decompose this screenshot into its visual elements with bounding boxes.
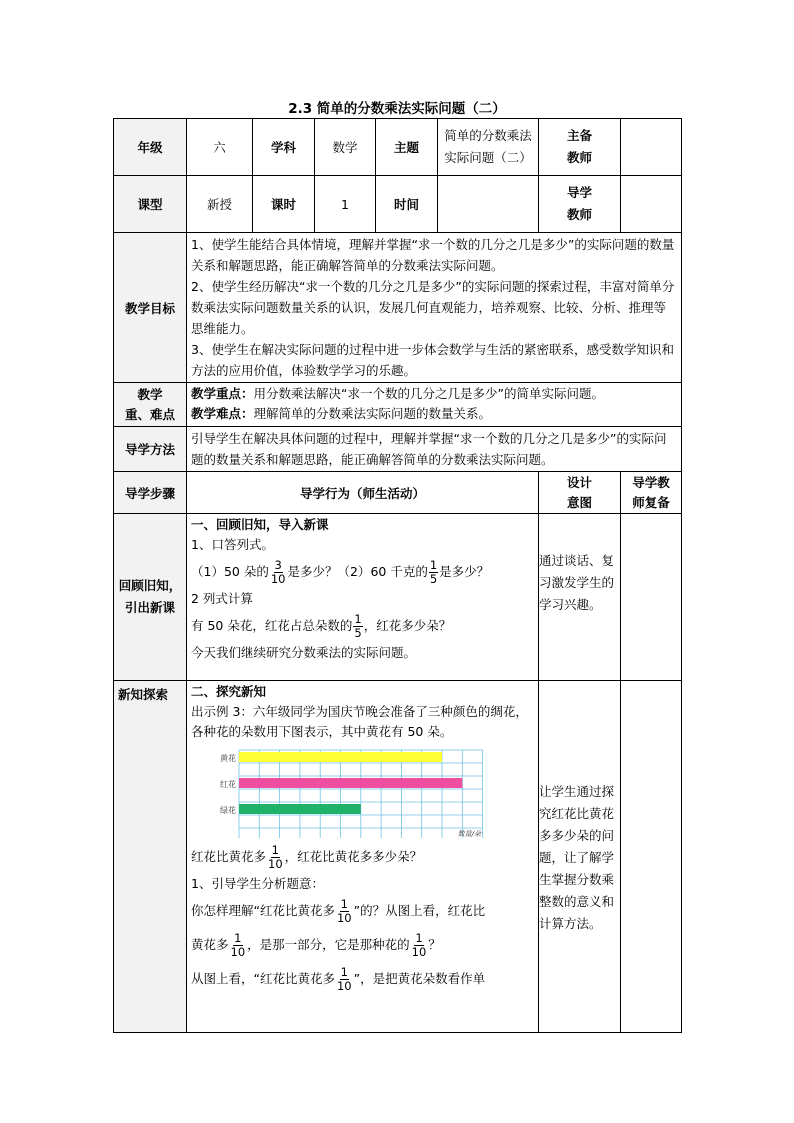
p2-post: ？ xyxy=(428,937,441,952)
q1-mid: 是多少？（2）60 千克的 xyxy=(287,564,428,579)
lesson-plan-table xyxy=(113,118,682,1033)
goal-item-3: 3、使学生在解决实际问题的过程中进一步体会数学与生活的紧密联系，感受数学知识和方法的应用价值，体验数学学习的乐趣。 xyxy=(191,342,674,378)
section1-review xyxy=(621,514,682,681)
method-row xyxy=(114,427,682,472)
fraction-1-10 xyxy=(336,898,353,925)
q3-pre: 有 50 朵花，红花占总朵数的 xyxy=(191,618,353,633)
time-label: 时间 xyxy=(376,176,438,233)
focus-text: 用分数乘法解决“求一个数的几分之几是多少”的简单实际问题。 xyxy=(253,386,604,401)
teacher-label xyxy=(539,119,621,176)
section2-paragraph-3 xyxy=(191,962,534,996)
bar-1 xyxy=(239,752,442,762)
section1-question-3 xyxy=(191,609,534,643)
frac-den: 10 xyxy=(230,945,246,959)
section1-heading: 一、回顾旧知，导入新课 xyxy=(191,517,329,532)
section2-paragraph-1 xyxy=(191,894,534,928)
q2-post: 是多少？ xyxy=(439,564,490,579)
difficulty-text: 理解简单的分数乘法实际问题的数量关系。 xyxy=(253,406,492,421)
period-label: 课时 xyxy=(253,176,315,233)
p1-pre: 你怎样理解“红花比黄花多 xyxy=(191,903,335,918)
frac-num: 1 xyxy=(271,843,279,857)
fraction-1-10 xyxy=(267,844,284,871)
difficulty-label: 教学难点： xyxy=(191,406,254,421)
teacher-label-line-2: 教师 xyxy=(566,150,592,165)
section1-line-1: 1、口答列式。 xyxy=(191,537,274,552)
guide-label-line-1: 导学 xyxy=(566,185,592,200)
p3-pre: 从图上看，“红花比黄花多 xyxy=(191,971,335,986)
intent-header-line-2: 意图 xyxy=(566,494,592,510)
method-content: 引导学生在解决具体问题的过程中，理解并掌握“求一个数的几分之几是多少”的实际问题的数量关系和解题思路，能正确解答简单的分数乘法实际问题。 xyxy=(187,427,682,472)
q-pre: 红花比黄花多 xyxy=(191,849,267,864)
section2-review xyxy=(621,681,682,1033)
fraction-1-5 xyxy=(353,613,362,640)
keypoints-label-line-2: 重、难点 xyxy=(124,406,175,422)
frac-den: 10 xyxy=(411,945,427,959)
q-post: ，红花比黄花多多少朵？ xyxy=(284,849,423,864)
frac-den: 10 xyxy=(336,979,352,993)
frac-num: 1 xyxy=(429,558,438,572)
type-value: 新授 xyxy=(187,176,253,233)
grade-label: 年级 xyxy=(114,119,187,176)
fraction-1-10 xyxy=(336,966,353,993)
bar-label-2: 红花 xyxy=(220,780,236,789)
review-header-line-1: 导学教 xyxy=(632,474,670,490)
type-label: 课型 xyxy=(114,176,187,233)
section2-content xyxy=(187,681,539,1033)
actions-col-header: 导学行为（师生活动） xyxy=(187,472,539,514)
frac-den: 5 xyxy=(354,626,362,640)
section2-label: 新知探索 xyxy=(114,681,187,1033)
method-label: 导学方法 xyxy=(114,427,187,472)
fraction-3-10 xyxy=(270,559,287,586)
frac-num: 1 xyxy=(340,965,348,979)
keypoints-row xyxy=(114,383,682,427)
keypoints-content xyxy=(187,383,682,427)
q1-pre: （1）50 朵的 xyxy=(191,564,269,579)
guide-teacher-value xyxy=(621,176,682,233)
steps-col-header: 导学步骤 xyxy=(114,472,187,514)
frac-den: 5 xyxy=(429,572,438,586)
frac-num: 1 xyxy=(234,931,242,945)
teacher-value xyxy=(621,119,682,176)
section2-example: 出示例 3：六年级同学为国庆节晚会准备了三种颜色的绸花，各种花的朵数用下图表示，其中黄花有 50 朵。 xyxy=(191,704,528,739)
q3-post: ，红花多少朵？ xyxy=(363,618,452,633)
goals-row xyxy=(114,233,682,383)
guide-label-line-2: 教师 xyxy=(566,207,592,222)
goals-content xyxy=(187,233,682,383)
bar-2 xyxy=(239,778,462,788)
steps-header-row xyxy=(114,472,682,514)
frac-num: 3 xyxy=(274,558,282,572)
fraction-1-10 xyxy=(411,932,428,959)
keypoints-label xyxy=(114,383,187,427)
frac-den: 10 xyxy=(270,572,286,586)
section2-row xyxy=(114,681,682,1033)
intent-header-line-1: 设计 xyxy=(566,474,592,490)
section2-paragraph-2 xyxy=(191,928,534,962)
fraction-1-5 xyxy=(429,559,438,586)
topic-label: 主题 xyxy=(376,119,438,176)
goal-item-2: 2、使学生经历解决“求一个数的几分之几是多少”的实际问题的探索过程，丰富对简单分数乘法实际问题数量关系的认识，发展几何直观能力，培养观察、比较、分析、推理等思维能力。 xyxy=(191,279,675,336)
frac-den: 10 xyxy=(268,857,283,871)
topic-value-line-1: 简单的分数乘法 xyxy=(444,128,532,143)
keypoints-label-line-1: 教学 xyxy=(137,386,163,402)
subject-label: 学科 xyxy=(253,119,315,176)
teacher-label-line-1: 主备 xyxy=(566,128,592,143)
info-row-2 xyxy=(114,176,682,233)
info-row-1 xyxy=(114,119,682,176)
section2-intent: 让学生通过探究红花比黄花多多少朵的问题，让了解学生掌握分数乘整数的意义和计算方法。 xyxy=(539,681,621,1033)
frac-num: 1 xyxy=(354,612,362,626)
subject-value: 数学 xyxy=(315,119,376,176)
document-title: 2.3 简单的分数乘法实际问题（二） xyxy=(288,101,506,117)
chart-labels xyxy=(220,753,236,815)
section1-label-line-2: 引出新课 xyxy=(124,600,175,615)
chart-unit-label: 数量/朵 xyxy=(457,830,481,838)
topic-value-line-2: 实际问题（二） xyxy=(444,150,532,165)
period-value: 1 xyxy=(315,176,376,233)
bar-label-3: 绿花 xyxy=(220,806,236,815)
section2-question xyxy=(191,840,534,874)
frac-den: 10 xyxy=(336,911,352,925)
section1-line-3: 今天我们继续研究分数乘法的实际问题。 xyxy=(191,645,417,660)
bar-3 xyxy=(239,804,361,814)
section1-question-1 xyxy=(191,555,534,589)
topic-value xyxy=(438,119,539,176)
section1-content xyxy=(187,514,539,681)
section1-intent: 通过谈话、复习激发学生的学习兴趣。 xyxy=(539,514,621,681)
guide-teacher-label xyxy=(539,176,621,233)
p1-post: ”的？从图上看，红花比 xyxy=(353,903,486,918)
goal-item-1: 1、使学生能结合具体情境，理解并掌握“求一个数的几分之几是多少”的实际问题的数量关系和解题思路，能正确解答简单的分数乘法实际问题。 xyxy=(191,237,675,273)
grade-value: 六 xyxy=(187,119,253,176)
time-value xyxy=(438,176,539,233)
p2-mid: ，是那一部分，它是那种花的 xyxy=(247,937,410,952)
review-col-header xyxy=(621,472,682,514)
flower-bar-chart xyxy=(209,746,489,838)
p2-pre: 黄花多 xyxy=(191,937,229,952)
focus-line xyxy=(191,384,677,404)
chart-bars xyxy=(239,752,462,814)
section1-label-line-1: 回顾旧知， xyxy=(118,578,182,593)
section2-guide: 1、引导学生分析题意： xyxy=(191,876,324,891)
bar-label-1: 黄花 xyxy=(220,754,236,763)
frac-num: 1 xyxy=(415,931,423,945)
section1-row xyxy=(114,514,682,681)
frac-num: 1 xyxy=(340,897,348,911)
fraction-1-10 xyxy=(230,932,247,959)
section2-heading: 二、探究新知 xyxy=(191,684,267,699)
chart-grid xyxy=(239,750,483,838)
intent-col-header xyxy=(539,472,621,514)
p3-post: ”，是把黄花朵数看作单 xyxy=(353,971,486,986)
goals-label: 教学目标 xyxy=(114,233,187,383)
focus-label: 教学重点： xyxy=(191,386,254,401)
section1-line-2: 2 列式计算 xyxy=(191,591,253,606)
review-header-line-2: 师复备 xyxy=(632,494,670,510)
difficulty-line xyxy=(191,404,677,424)
section1-label xyxy=(114,514,187,681)
